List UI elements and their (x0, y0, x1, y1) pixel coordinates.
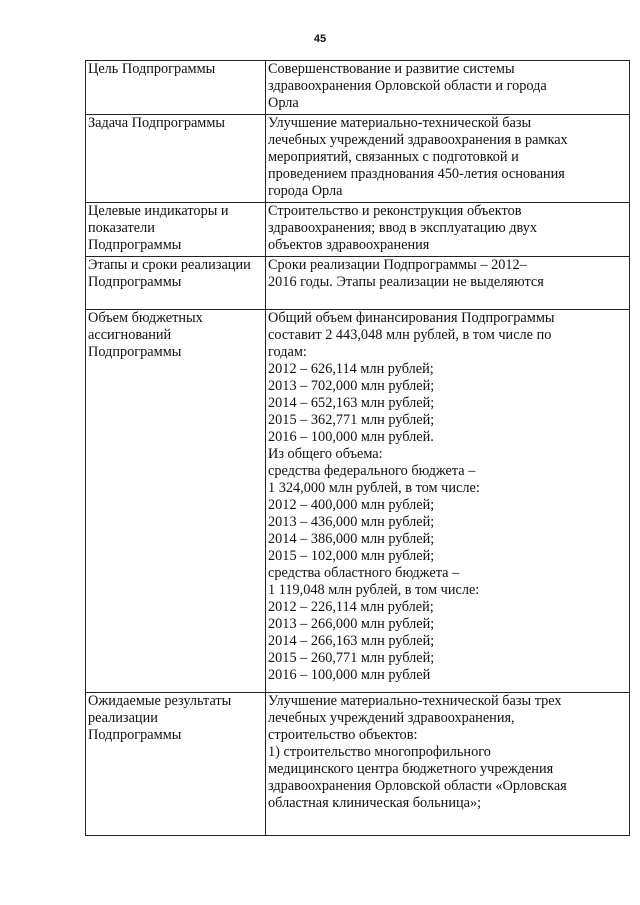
results-value-line: здравоохранения Орловской области «Орловская (268, 778, 567, 794)
stages-label-line: Этапы и сроки реализации (88, 257, 251, 273)
table-row-task (86, 115, 630, 203)
task-value-line: проведением празднования 450-летия основания (268, 166, 565, 182)
budget-value-line: 2015 – 260,771 млн рублей; (268, 650, 435, 666)
budget-value-line: 2012 – 626,114 млн рублей; (268, 361, 434, 377)
table-row-indicators (86, 203, 630, 257)
budget-value-line: 2014 – 652,163 млн рублей; (268, 395, 435, 411)
stages-value-cell (266, 257, 630, 310)
task-value-line: мероприятий, связанных с подготовкой и (268, 149, 519, 165)
budget-value-line: Общий объем финансирования Подпрограммы (268, 310, 555, 326)
indicators-value-line: здравоохранения; ввод в эксплуатацию двух (268, 220, 538, 236)
results-value-line: Улучшение материально-технической базы трех (268, 693, 562, 709)
budget-value-line: 2015 – 102,000 млн рублей; (268, 548, 435, 564)
indicators-value-line: Строительство и реконструкция объектов (268, 203, 522, 219)
stages-label-line: Подпрограммы (88, 274, 182, 290)
indicators-label-line: Целевые индикаторы и (88, 203, 229, 219)
goal-value-cell (266, 61, 630, 115)
budget-label-line: ассигнований (88, 327, 172, 343)
budget-value-cell (266, 310, 630, 693)
budget-value-line: Из общего объема: (268, 446, 383, 462)
goal-value-line: здравоохранения Орловской области и города (268, 78, 547, 94)
budget-value-line: 2012 – 400,000 млн рублей; (268, 497, 435, 513)
task-value-cell (266, 115, 630, 203)
goal-value-line: Совершенствование и развитие системы (268, 61, 515, 77)
results-value-line: областная клиническая больница»; (268, 795, 482, 811)
task-value-line: города Орла (268, 183, 343, 199)
budget-value-line: 2013 – 436,000 млн рублей; (268, 514, 435, 530)
results-value-line: строительство объектов: (268, 727, 418, 743)
subprogram-passport-table (85, 60, 630, 836)
table-row-results (86, 693, 630, 836)
results-label-cell (86, 693, 266, 836)
task-value-line: лечебных учреждений здравоохранения в рамках (268, 132, 568, 148)
goal-label-line: Цель Подпрограммы (88, 61, 216, 77)
task-label-cell (86, 115, 266, 203)
budget-value-line: 2013 – 702,000 млн рублей; (268, 378, 435, 394)
budget-value-line: 2016 – 100,000 млн рублей (268, 667, 431, 683)
table-row-stages (86, 257, 630, 310)
results-value-line: 1) строительство многопрофильного (268, 744, 491, 760)
indicators-label-line: показатели (88, 220, 155, 236)
indicators-value-line: объектов здравоохранения (268, 237, 430, 253)
budget-value-line: 2014 – 266,163 млн рублей; (268, 633, 435, 649)
results-value-line: лечебных учреждений здравоохранения, (268, 710, 515, 726)
results-value-cell (266, 693, 630, 836)
budget-label-line: Объем бюджетных (88, 310, 203, 326)
budget-value-line: 1 324,000 млн рублей, в том числе: (268, 480, 480, 496)
results-value-line: медицинского центра бюджетного учреждения (268, 761, 554, 777)
results-label-line: реализации (88, 710, 158, 726)
budget-value-line: 2013 – 266,000 млн рублей; (268, 616, 435, 632)
budget-label-cell (86, 310, 266, 693)
budget-value-line: годам: (268, 344, 307, 360)
goal-value-line: Орла (268, 95, 299, 111)
table-row-goal (86, 61, 630, 115)
task-label-line: Задача Подпрограммы (88, 115, 226, 131)
budget-value-line: 2014 – 386,000 млн рублей; (268, 531, 435, 547)
budget-value-line: средства областного бюджета – (268, 565, 460, 581)
budget-value-line: 2016 – 100,000 млн рублей. (268, 429, 434, 445)
budget-value-line: средства федерального бюджета – (268, 463, 476, 479)
stages-value-line: Сроки реализации Подпрограммы – 2012– (268, 257, 527, 273)
goal-label-cell (86, 61, 266, 115)
stages-label-cell (86, 257, 266, 310)
results-label-line: Ожидаемые результаты (88, 693, 232, 709)
budget-value-line: 2015 – 362,771 млн рублей; (268, 412, 435, 428)
budget-label-line: Подпрограммы (88, 344, 182, 360)
indicators-label-line: Подпрограммы (88, 237, 182, 253)
results-label-line: Подпрограммы (88, 727, 182, 743)
table-row-budget (86, 310, 630, 693)
page-number: 45 (313, 33, 327, 45)
task-value-line: Улучшение материально-технической базы (268, 115, 532, 131)
budget-value-line: 2012 – 226,114 млн рублей; (268, 599, 434, 615)
stages-value-line: 2016 годы. Этапы реализации не выделяются (268, 274, 544, 290)
budget-value-line: составит 2 443,048 млн рублей, в том числе по (268, 327, 552, 343)
indicators-value-cell (266, 203, 630, 257)
indicators-label-cell (86, 203, 266, 257)
budget-value-line: 1 119,048 млн рублей, в том числе: (268, 582, 480, 598)
